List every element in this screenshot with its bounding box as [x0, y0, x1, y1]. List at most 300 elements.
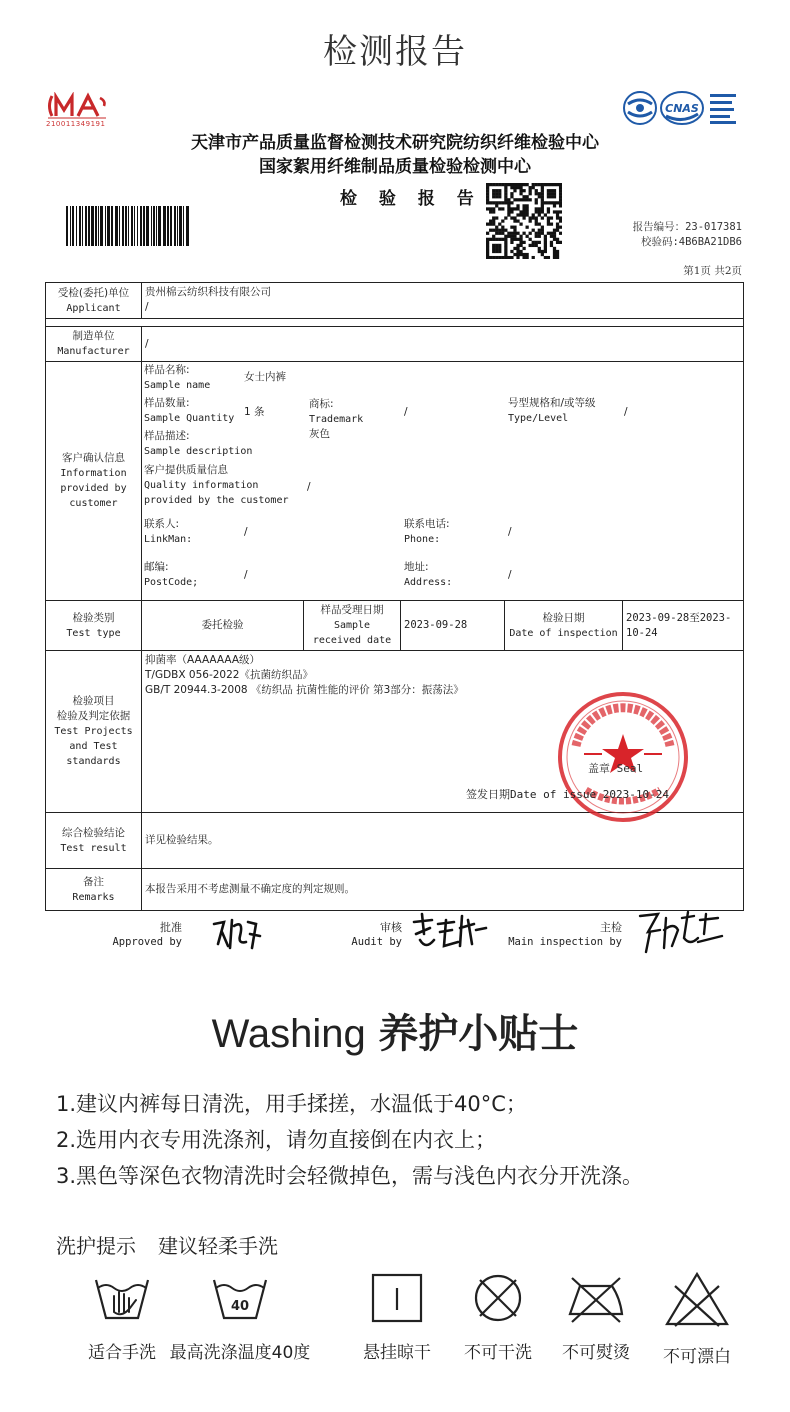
- manufacturer-value: /: [142, 327, 744, 362]
- sample-desc-cn: 样品描述:: [144, 430, 190, 442]
- qr-module: [513, 198, 516, 201]
- qr-module: [507, 232, 510, 235]
- applicant-name: 贵州棉云纺织科技有限公司: [145, 286, 271, 298]
- qr-module: [507, 204, 510, 207]
- qr-module: [535, 189, 538, 192]
- test-type-label: [46, 601, 142, 651]
- qr-module: [553, 238, 556, 241]
- qr-module: [519, 213, 522, 216]
- received-en: Sample received date: [312, 620, 392, 646]
- address-value: /: [508, 569, 512, 581]
- qr-module: [541, 192, 544, 195]
- result-label: [46, 813, 142, 869]
- linkman-cn: 联系人:: [144, 518, 180, 530]
- qr-module: [486, 256, 489, 259]
- qr-module: [516, 244, 519, 247]
- sample-desc-value: 灰色: [309, 428, 330, 440]
- qr-module: [538, 183, 541, 186]
- audit-en: Audit by: [351, 936, 402, 948]
- qr-module: [501, 207, 504, 210]
- care-label: 不可干洗: [464, 1343, 532, 1363]
- qr-module: [492, 256, 495, 259]
- qr-module: [498, 195, 501, 198]
- qr-module: [522, 253, 525, 256]
- audit-by: [340, 920, 402, 950]
- qr-module: [495, 250, 498, 253]
- type-value: /: [624, 406, 628, 418]
- projects-line2: T/GDBX 056-2022《抗菌纺织品》: [145, 669, 313, 681]
- received-cn: 样品受理日期: [320, 604, 384, 616]
- qr-module: [556, 201, 559, 204]
- qr-module: [522, 256, 525, 259]
- qr-module: [522, 247, 525, 250]
- qr-module: [526, 213, 529, 216]
- qr-module: [501, 219, 504, 222]
- barcode-bar: [122, 206, 124, 246]
- barcode-bar: [128, 206, 129, 246]
- qr-module: [522, 195, 525, 198]
- qr-module: [535, 216, 538, 219]
- qr-module: [495, 247, 498, 250]
- qr-module: [559, 210, 562, 213]
- qr-module: [492, 223, 495, 226]
- qr-module: [526, 198, 529, 201]
- qr-module: [513, 216, 516, 219]
- received-value: 2023-09-28: [401, 601, 505, 651]
- sample-name-cn: 样品名称:: [144, 364, 190, 376]
- qr-module: [510, 216, 513, 219]
- care-tip: 2.选用内衣专用洗涤剂，请勿直接倒在内衣上；: [56, 1128, 497, 1152]
- org-name-line2: 国家絮用纤维制品质量检验检测中心: [259, 157, 531, 177]
- qr-module: [486, 238, 489, 241]
- qr-module: [559, 201, 562, 204]
- qr-module: [559, 186, 562, 189]
- qr-module: [535, 210, 538, 213]
- qr-module: [556, 226, 559, 229]
- qr-code: [486, 183, 562, 259]
- qr-module: [553, 195, 556, 198]
- qr-module: [553, 183, 556, 186]
- qr-module: [495, 238, 498, 241]
- qr-module: [553, 250, 556, 253]
- projects-label-cn2: 检验及判定依据: [56, 710, 131, 722]
- barcode-bar: [105, 206, 106, 246]
- main-cn: 主检: [600, 921, 622, 934]
- qr-module: [495, 204, 498, 207]
- postcode-en: PostCode;: [144, 577, 199, 588]
- barcode-bar: [143, 206, 145, 246]
- qr-module: [492, 219, 495, 222]
- qr-module: [510, 195, 513, 198]
- wash-temp-label: 40: [230, 1299, 250, 1314]
- qr-module: [486, 192, 489, 195]
- qr-module: [522, 189, 525, 192]
- barcode-bar: [174, 206, 176, 246]
- qr-module: [492, 229, 495, 232]
- qr-module: [498, 201, 501, 204]
- qr-module: [510, 235, 513, 238]
- qr-module: [532, 216, 535, 219]
- qr-module: [516, 238, 519, 241]
- qr-module: [504, 238, 507, 241]
- qr-module: [544, 256, 547, 259]
- qr-module: [559, 216, 562, 219]
- qr-module: [513, 183, 516, 186]
- qr-module: [492, 216, 495, 219]
- applicant-row: [46, 283, 744, 319]
- qr-module: [522, 183, 525, 186]
- manufacturer-label-cn: 制造单位: [72, 330, 115, 342]
- qr-module: [495, 226, 498, 229]
- qr-module: [501, 183, 504, 186]
- info-content: [142, 362, 744, 601]
- qr-module: [553, 232, 556, 235]
- quality-info-value: /: [307, 481, 311, 493]
- barcode-bar: [76, 206, 77, 246]
- barcode-bar: [156, 206, 157, 246]
- qr-module: [504, 250, 507, 253]
- applicant-label-en: Applicant: [66, 302, 121, 314]
- qr-module: [538, 232, 541, 235]
- qr-module: [529, 216, 532, 219]
- qr-module: [501, 226, 504, 229]
- remarks-label-en: Remarks: [72, 891, 115, 903]
- qr-module: [547, 192, 550, 195]
- qr-module: [547, 223, 550, 226]
- care-item-no-bleach: [647, 1272, 747, 1367]
- qr-module: [495, 244, 498, 247]
- qr-module: [550, 192, 553, 195]
- qr-module: [522, 216, 525, 219]
- qr-module: [541, 186, 544, 189]
- address-en: Address:: [404, 577, 453, 588]
- qr-module: [495, 201, 498, 204]
- sample-desc-en: Sample description: [144, 446, 253, 457]
- qr-module: [556, 238, 559, 241]
- qr-module: [547, 256, 550, 259]
- qr-module: [510, 238, 513, 241]
- qr-module: [507, 183, 510, 186]
- qr-module: [529, 219, 532, 222]
- qr-module: [556, 223, 559, 226]
- qr-module: [510, 210, 513, 213]
- qr-module: [535, 198, 538, 201]
- linkman-value: /: [244, 526, 248, 538]
- qr-module: [550, 235, 553, 238]
- qr-module: [522, 241, 525, 244]
- hang-dry-icon: [367, 1272, 427, 1324]
- qr-module: [550, 241, 553, 244]
- manufacturer-label-en: Manufacturer: [57, 346, 130, 357]
- qr-module: [519, 186, 522, 189]
- barcode-bar: [134, 206, 135, 246]
- projects-line1: 抑菌率（AAAAAAA级）: [145, 654, 261, 666]
- qr-module: [556, 250, 559, 253]
- qr-module: [538, 210, 541, 213]
- qr-module: [516, 198, 519, 201]
- qr-module: [492, 183, 495, 186]
- qr-module: [553, 204, 556, 207]
- sample-qty-en: Sample Quantity: [144, 413, 235, 424]
- qr-module: [532, 183, 535, 186]
- sample-desc-label: [144, 429, 252, 459]
- qr-module: [535, 244, 538, 247]
- barcode-bar: [158, 206, 161, 246]
- cnas-logo: [622, 88, 742, 128]
- manufacturer-row: [46, 327, 744, 362]
- qr-module: [522, 204, 525, 207]
- qr-module: [535, 183, 538, 186]
- qr-module: [541, 232, 544, 235]
- qr-module: [489, 256, 492, 259]
- org-name-line1: 天津市产品质量监督检测技术研究院纺织纤维检验中心: [191, 133, 599, 153]
- qr-module: [516, 204, 519, 207]
- qr-module: [501, 238, 504, 241]
- qr-module: [541, 204, 544, 207]
- trademark-cn: 商标:: [309, 398, 334, 410]
- qr-module: [513, 232, 516, 235]
- qr-module: [486, 189, 489, 192]
- no-bleach-icon: [665, 1272, 729, 1328]
- inspection-value: 2023-09-28至2023-10-24: [623, 601, 744, 651]
- qr-module: [544, 238, 547, 241]
- qr-module: [556, 241, 559, 244]
- qr-module: [516, 213, 519, 216]
- barcode-bar: [177, 206, 178, 246]
- projects-line3: GB/T 20944.3-2008 《纺织品 抗菌性能的评价 第3部分：振荡法》: [145, 684, 464, 696]
- qr-module: [526, 253, 529, 256]
- care-label: 最高洗涤温度40度: [169, 1343, 311, 1363]
- no-iron-icon: [564, 1272, 628, 1324]
- qr-module: [486, 207, 489, 210]
- qr-module: [504, 241, 507, 244]
- qr-module: [544, 241, 547, 244]
- quality-info-cn: 客户提供质量信息: [144, 464, 228, 476]
- qr-module: [486, 223, 489, 226]
- barcode-bar: [85, 206, 87, 246]
- barcode-bar: [107, 206, 110, 246]
- remarks-value: 本报告采用不考虑测量不确定度的判定规则。: [142, 869, 744, 911]
- qr-module: [498, 238, 501, 241]
- qr-module: [498, 232, 501, 235]
- qr-module: [501, 201, 504, 204]
- qr-module: [526, 210, 529, 213]
- qr-module: [559, 241, 562, 244]
- barcode-bar: [91, 206, 94, 246]
- qr-module: [556, 253, 559, 256]
- qr-module: [538, 241, 541, 244]
- info-label: [46, 362, 142, 601]
- wash-40-icon: [210, 1272, 270, 1324]
- qr-module: [486, 250, 489, 253]
- qr-module: [529, 232, 532, 235]
- qr-module: [529, 198, 532, 201]
- approved-cn: 批准: [160, 921, 182, 934]
- qr-module: [516, 183, 519, 186]
- remarks-label-cn: 备注: [83, 875, 104, 888]
- qr-module: [486, 198, 489, 201]
- qr-module: [529, 244, 532, 247]
- barcode-bar: [82, 206, 83, 246]
- qr-module: [529, 192, 532, 195]
- postcode-value: /: [244, 569, 248, 581]
- barcode-bar: [79, 206, 81, 246]
- care-label: 适合手洗: [88, 1343, 156, 1363]
- inspection-cn: 检验日期: [542, 611, 585, 624]
- qr-module: [519, 244, 522, 247]
- care-item-no-dry-clean: [448, 1272, 548, 1363]
- qr-module: [541, 189, 544, 192]
- qr-module: [486, 186, 489, 189]
- qr-module: [559, 189, 562, 192]
- check-code: 校验码:4B6BA21DB6: [640, 236, 742, 248]
- care-label: 不可漂白: [663, 1347, 731, 1367]
- qr-module: [519, 210, 522, 213]
- qr-module: [526, 195, 529, 198]
- qr-module: [553, 253, 556, 256]
- qr-module: [492, 238, 495, 241]
- qr-module: [510, 186, 513, 189]
- phone-en: Phone:: [404, 534, 441, 545]
- qr-module: [522, 232, 525, 235]
- received-label: [304, 601, 401, 651]
- care-heading: [56, 1230, 278, 1259]
- qr-module: [510, 250, 513, 253]
- qr-module: [489, 223, 492, 226]
- qr-module: [538, 223, 541, 226]
- qr-module: [535, 207, 538, 210]
- issue-date: 签发日期Date of issue 2023-10-24: [466, 788, 669, 801]
- qr-module: [538, 207, 541, 210]
- qr-module: [519, 238, 522, 241]
- qr-module: [535, 232, 538, 235]
- qr-module: [556, 256, 559, 259]
- qr-module: [541, 226, 544, 229]
- postcode-cn: 邮编:: [144, 561, 169, 573]
- qr-module: [486, 241, 489, 244]
- qr-module: [504, 253, 507, 256]
- approved-by: [100, 920, 182, 950]
- qr-module: [513, 238, 516, 241]
- qr-module: [492, 195, 495, 198]
- qr-module: [507, 235, 510, 238]
- trademark-value: /: [404, 406, 408, 418]
- qr-module: [510, 207, 513, 210]
- test-type-cn: 检验类别: [72, 611, 115, 624]
- barcode-bar: [72, 206, 74, 246]
- result-label-cn: 综合检验结论: [62, 826, 125, 839]
- qr-module: [541, 253, 544, 256]
- qr-module: [510, 232, 513, 235]
- qr-module: [559, 226, 562, 229]
- qr-module: [544, 213, 547, 216]
- barcode-bar: [88, 206, 90, 246]
- qr-module: [513, 226, 516, 229]
- qr-module: [541, 183, 544, 186]
- barcode-bar: [167, 206, 169, 246]
- barcode-bar: [66, 206, 68, 246]
- qr-module: [553, 201, 556, 204]
- barcode-bar: [151, 206, 152, 246]
- barcode-bar: [170, 206, 172, 246]
- qr-module: [538, 250, 541, 253]
- linkman-label: [144, 517, 192, 547]
- qr-module: [507, 213, 510, 216]
- sample-name-value: 女士内裤: [244, 371, 286, 383]
- qr-module: [495, 232, 498, 235]
- qr-module: [538, 195, 541, 198]
- barcode-bar: [186, 206, 189, 246]
- projects-label-cn1: 检验项目: [72, 695, 115, 707]
- care-label: 悬挂晾干: [363, 1343, 431, 1363]
- washing-title-cn: 养护小贴士: [378, 1011, 579, 1057]
- barcode-bar: [70, 206, 71, 246]
- qr-module: [489, 210, 492, 213]
- qr-module: [495, 192, 498, 195]
- qr-module: [519, 189, 522, 192]
- qr-module: [519, 223, 522, 226]
- qr-module: [504, 189, 507, 192]
- address-label: [404, 560, 452, 590]
- qr-module: [544, 244, 547, 247]
- qr-module: [535, 241, 538, 244]
- qr-module: [486, 253, 489, 256]
- qr-module: [486, 183, 489, 186]
- remarks-label: [46, 869, 142, 911]
- sample-qty-cn: 样品数量:: [144, 397, 190, 409]
- care-heading-title: 洗护提示: [56, 1234, 136, 1258]
- qr-module: [510, 226, 513, 229]
- barcode-bar: [137, 206, 138, 246]
- phone-cn: 联系电话:: [404, 518, 450, 530]
- qr-module: [504, 235, 507, 238]
- qr-module: [501, 229, 504, 232]
- main-en: Main inspection by: [508, 936, 622, 948]
- barcode-bar: [179, 206, 182, 246]
- applicant-value: [142, 283, 744, 319]
- care-heading-sub: 建议轻柔手洗: [158, 1234, 278, 1258]
- qr-module: [553, 229, 556, 232]
- trademark-en: Trademark: [309, 414, 364, 425]
- qr-module: [535, 219, 538, 222]
- qr-module: [513, 219, 516, 222]
- qr-module: [495, 183, 498, 186]
- address-cn: 地址:: [404, 561, 429, 573]
- qr-module: [513, 247, 516, 250]
- qr-module: [550, 183, 553, 186]
- report-number-block: [580, 220, 742, 250]
- qr-module: [510, 256, 513, 259]
- qr-module: [541, 198, 544, 201]
- qr-module: [541, 216, 544, 219]
- qr-module: [522, 207, 525, 210]
- qr-module: [526, 235, 529, 238]
- qr-module: [516, 232, 519, 235]
- result-label-en: Test result: [60, 842, 127, 854]
- care-item-no-iron: [546, 1272, 646, 1363]
- qr-module: [510, 192, 513, 195]
- qr-module: [516, 250, 519, 253]
- qr-module: [559, 204, 562, 207]
- phone-label: [404, 517, 450, 547]
- applicant-label-cn: 受检(委托)单位: [57, 286, 130, 299]
- test-type-row: [46, 601, 744, 651]
- sample-name-label: [144, 363, 210, 393]
- qr-module: [526, 226, 529, 229]
- qr-module: [541, 207, 544, 210]
- qr-module: [547, 207, 550, 210]
- qr-module: [498, 189, 501, 192]
